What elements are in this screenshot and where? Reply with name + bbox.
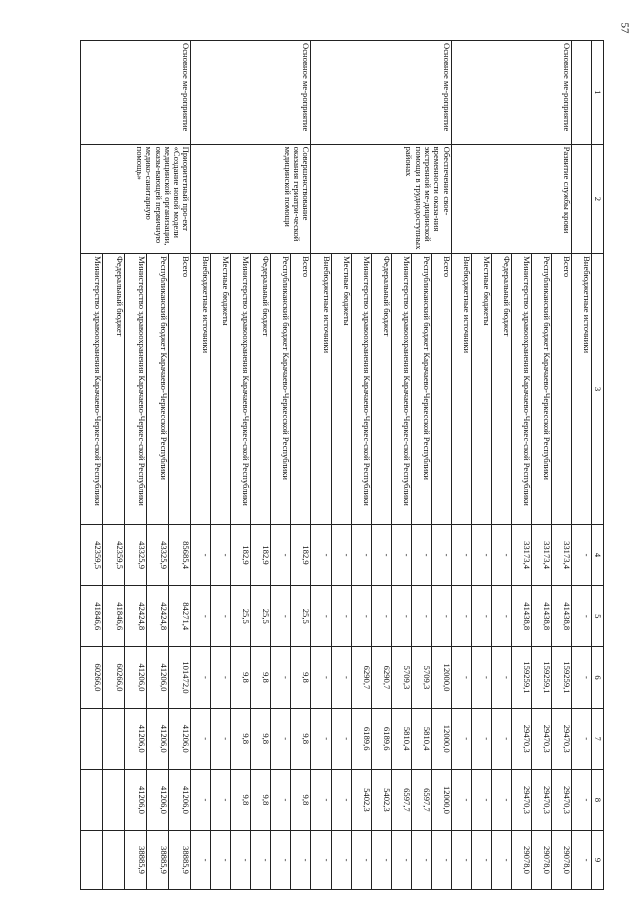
value-cell: - xyxy=(571,524,591,585)
value-cell: - xyxy=(311,831,331,890)
value-cell: - xyxy=(431,831,451,890)
table-row xyxy=(571,41,591,890)
value-cell: 9,8 xyxy=(251,708,271,769)
value-cell: 9,8 xyxy=(291,647,311,708)
value-cell: - xyxy=(471,647,491,708)
funding-source-cell: Всего xyxy=(431,254,451,525)
value-cell: 33173,4 xyxy=(531,524,551,585)
value-cell: 41206,0 xyxy=(147,769,169,830)
rotated-table-area xyxy=(80,40,604,890)
value-cell: - xyxy=(311,769,331,830)
value-cell: 9,8 xyxy=(231,708,251,769)
value-cell: 5402,3 xyxy=(371,769,391,830)
value-cell: - xyxy=(211,647,231,708)
value-cell: - xyxy=(391,524,411,585)
value-cell: 9,8 xyxy=(291,708,311,769)
value-cell: - xyxy=(371,831,391,890)
value-cell: - xyxy=(491,586,511,647)
column-header: 2 xyxy=(591,144,603,254)
activity-name-cell xyxy=(571,144,591,254)
value-cell: - xyxy=(351,586,371,647)
value-cell xyxy=(81,831,103,890)
value-cell: - xyxy=(271,831,291,890)
rotated-table-wrapper xyxy=(80,40,604,890)
value-cell: 9,8 xyxy=(251,647,271,708)
value-cell: - xyxy=(271,708,291,769)
activity-name-cell: Приоритетный про-ект «Создание новой модели медицинской организации, оказы-вающей первичную медико-санитарную помощь» xyxy=(81,144,191,254)
value-cell: - xyxy=(371,524,391,585)
funding-source-cell: Республиканский бюджет Карачаево-Черкесской Республики xyxy=(271,254,291,525)
value-cell: 41206,0 xyxy=(125,769,147,830)
activity-type-cell xyxy=(571,41,591,145)
value-cell: - xyxy=(231,831,251,890)
value-cell: - xyxy=(311,647,331,708)
value-cell: 6189,6 xyxy=(371,708,391,769)
value-cell xyxy=(81,708,103,769)
value-cell: 6290,7 xyxy=(371,647,391,708)
value-cell: 41206,0 xyxy=(169,769,191,830)
value-cell: - xyxy=(571,586,591,647)
value-cell: 41438,8 xyxy=(551,586,571,647)
value-cell: - xyxy=(451,831,471,890)
value-cell: 182,9 xyxy=(291,524,311,585)
value-cell: 29470,3 xyxy=(511,708,531,769)
funding-source-cell: Местные бюджеты xyxy=(211,254,231,525)
activity-type-cell: Основное ме-роприятие xyxy=(191,41,311,145)
column-header: 6 xyxy=(591,647,603,708)
funding-source-cell: Федеральный бюджет xyxy=(371,254,391,525)
funding-source-cell: Министерство здравоохранения Карачаево-Черкес-ской Республики xyxy=(81,254,103,525)
value-cell: 9,8 xyxy=(231,647,251,708)
value-cell: - xyxy=(451,769,471,830)
value-cell: - xyxy=(271,524,291,585)
value-cell: - xyxy=(471,831,491,890)
value-cell: - xyxy=(191,769,211,830)
value-cell xyxy=(103,831,125,890)
value-cell: - xyxy=(191,708,211,769)
value-cell: 42424,8 xyxy=(125,586,147,647)
value-cell: - xyxy=(211,586,231,647)
value-cell: - xyxy=(191,524,211,585)
value-cell: - xyxy=(331,831,351,890)
value-cell: 5709,3 xyxy=(411,647,431,708)
value-cell xyxy=(103,708,125,769)
value-cell: - xyxy=(251,831,271,890)
value-cell: - xyxy=(431,586,451,647)
value-cell: 5810,4 xyxy=(391,708,411,769)
funding-source-cell: Всего xyxy=(551,254,571,525)
value-cell xyxy=(103,769,125,830)
value-cell: 159259,1 xyxy=(511,647,531,708)
value-cell: 42424,8 xyxy=(147,586,169,647)
value-cell: 41206,0 xyxy=(169,708,191,769)
activity-type-cell: Основное ме-роприятие xyxy=(311,41,451,145)
value-cell: - xyxy=(391,586,411,647)
value-cell: - xyxy=(311,586,331,647)
value-cell: 42359,5 xyxy=(103,524,125,585)
funding-source-cell: Федеральный бюджет xyxy=(251,254,271,525)
value-cell: - xyxy=(271,647,291,708)
value-cell: - xyxy=(571,647,591,708)
value-cell: 60266,0 xyxy=(81,647,103,708)
value-cell: 29078,0 xyxy=(551,831,571,890)
column-header: 3 xyxy=(591,254,603,525)
value-cell: 12000,0 xyxy=(431,769,451,830)
value-cell: - xyxy=(411,831,431,890)
value-cell: - xyxy=(351,831,371,890)
value-cell: - xyxy=(271,769,291,830)
value-cell: - xyxy=(271,586,291,647)
value-cell: - xyxy=(411,524,431,585)
value-cell: - xyxy=(211,524,231,585)
funding-source-cell: Местные бюджеты xyxy=(331,254,351,525)
value-cell: - xyxy=(331,769,351,830)
activity-type-cell: Основное ме-роприятие xyxy=(81,41,191,145)
value-cell: 29470,3 xyxy=(511,769,531,830)
value-cell: 159259,1 xyxy=(531,647,551,708)
value-cell: 6290,7 xyxy=(351,647,371,708)
column-header: 7 xyxy=(591,708,603,769)
value-cell: 42359,5 xyxy=(81,524,103,585)
value-cell: - xyxy=(351,524,371,585)
value-cell: 38885,9 xyxy=(169,831,191,890)
value-cell: - xyxy=(331,708,351,769)
value-cell: - xyxy=(571,769,591,830)
value-cell: 5709,3 xyxy=(391,647,411,708)
value-cell: - xyxy=(371,586,391,647)
funding-source-cell: Внебюджетные источники xyxy=(311,254,331,525)
funding-source-cell: Республиканский бюджет Карачаево-Черкесской Республики xyxy=(411,254,431,525)
value-cell: 159259,1 xyxy=(551,647,571,708)
funding-source-cell: Министерство здравоохранения Карачаево-Черкес-ской Республики xyxy=(351,254,371,525)
value-cell: - xyxy=(491,831,511,890)
value-cell: - xyxy=(391,831,411,890)
value-cell: - xyxy=(571,708,591,769)
value-cell: - xyxy=(211,769,231,830)
value-cell: - xyxy=(451,708,471,769)
value-cell: 182,9 xyxy=(251,524,271,585)
table-row xyxy=(169,41,191,890)
value-cell: 41846,6 xyxy=(103,586,125,647)
column-header: 4 xyxy=(591,524,603,585)
value-cell: 25,5 xyxy=(251,586,271,647)
value-cell: - xyxy=(471,586,491,647)
funding-source-cell: Республиканский бюджет Карачаево-Черкесской Республики xyxy=(531,254,551,525)
value-cell: 84271,4 xyxy=(169,586,191,647)
budget-table xyxy=(80,40,604,890)
value-cell: 182,9 xyxy=(231,524,251,585)
value-cell: - xyxy=(191,647,211,708)
value-cell: - xyxy=(331,586,351,647)
value-cell: 43325,9 xyxy=(147,524,169,585)
value-cell: - xyxy=(311,524,331,585)
value-cell: - xyxy=(211,708,231,769)
value-cell: - xyxy=(331,524,351,585)
value-cell: - xyxy=(291,831,311,890)
value-cell: - xyxy=(451,524,471,585)
funding-source-cell: Федеральный бюджет xyxy=(103,254,125,525)
value-cell: 60266,0 xyxy=(103,647,125,708)
value-cell: 6597,7 xyxy=(391,769,411,830)
value-cell: - xyxy=(471,708,491,769)
value-cell: 5810,4 xyxy=(411,708,431,769)
table-row xyxy=(431,41,451,890)
value-cell: 85685,4 xyxy=(169,524,191,585)
value-cell: - xyxy=(331,647,351,708)
activity-name-cell: Совершенствование оказания гериатри-ческой медицинской помощи xyxy=(191,144,311,254)
table-row xyxy=(551,41,571,890)
value-cell: 12000,0 xyxy=(431,708,451,769)
value-cell: 5402,3 xyxy=(351,769,371,830)
value-cell: 9,8 xyxy=(251,769,271,830)
funding-source-cell: Местные бюджеты xyxy=(471,254,491,525)
value-cell: - xyxy=(451,586,471,647)
funding-source-cell: Министерство здравоохранения Карачаево-Черкес-ской Республики xyxy=(125,254,147,525)
value-cell: 9,8 xyxy=(231,769,251,830)
funding-source-cell: Всего xyxy=(169,254,191,525)
column-header: 1 xyxy=(591,41,603,145)
funding-source-cell: Внебюджетные источники xyxy=(451,254,471,525)
value-cell: 41438,8 xyxy=(511,586,531,647)
value-cell: 41206,0 xyxy=(147,647,169,708)
value-cell: - xyxy=(311,708,331,769)
value-cell: - xyxy=(191,586,211,647)
value-cell: 41438,8 xyxy=(531,586,551,647)
value-cell: - xyxy=(491,769,511,830)
value-cell: 101472,0 xyxy=(169,647,191,708)
value-cell: - xyxy=(211,831,231,890)
value-cell: 33173,4 xyxy=(511,524,531,585)
funding-source-cell: Республиканский бюджет Карачаево-Черкесской Республики xyxy=(147,254,169,525)
value-cell: - xyxy=(471,524,491,585)
funding-source-cell: Всего xyxy=(291,254,311,525)
value-cell: - xyxy=(491,647,511,708)
header-row xyxy=(591,41,603,890)
funding-source-cell: Внебюджетные источники xyxy=(571,254,591,525)
value-cell: 6189,6 xyxy=(351,708,371,769)
value-cell: - xyxy=(571,831,591,890)
activity-type-cell: Основное ме-роприятие xyxy=(451,41,571,145)
value-cell xyxy=(81,769,103,830)
value-cell: - xyxy=(471,769,491,830)
value-cell: 6597,7 xyxy=(411,769,431,830)
activity-name-cell: Развитие службы крови xyxy=(451,144,571,254)
value-cell: 38885,9 xyxy=(147,831,169,890)
value-cell: 41206,0 xyxy=(147,708,169,769)
table-body xyxy=(81,41,592,890)
funding-source-cell: Внебюджетные источники xyxy=(191,254,211,525)
value-cell: 29078,0 xyxy=(531,831,551,890)
activity-name-cell: Обеспечение свое-временности оказа-ния экстренной ме-дицинской помощи в труднодоступных районах xyxy=(311,144,451,254)
value-cell: 43325,9 xyxy=(125,524,147,585)
value-cell: 29470,3 xyxy=(531,708,551,769)
value-cell: 25,5 xyxy=(231,586,251,647)
value-cell: - xyxy=(191,831,211,890)
column-header: 8 xyxy=(591,769,603,830)
page-number: 57 xyxy=(618,22,631,34)
funding-source-cell: Министерство здравоохранения Карачаево-Черкес-ской Республики xyxy=(391,254,411,525)
value-cell: 41206,0 xyxy=(125,708,147,769)
value-cell: 41846,6 xyxy=(81,586,103,647)
value-cell: 9,8 xyxy=(291,769,311,830)
column-header: 9 xyxy=(591,831,603,890)
value-cell: 12000,0 xyxy=(431,647,451,708)
value-cell: 25,5 xyxy=(291,586,311,647)
value-cell: - xyxy=(431,524,451,585)
funding-source-cell: Федеральный бюджет xyxy=(491,254,511,525)
value-cell: 29078,0 xyxy=(511,831,531,890)
value-cell: 29470,3 xyxy=(531,769,551,830)
value-cell: - xyxy=(411,586,431,647)
column-header: 5 xyxy=(591,586,603,647)
funding-source-cell: Министерство здравоохранения Карачаево-Черкес-ской Республики xyxy=(231,254,251,525)
value-cell: 29470,3 xyxy=(551,769,571,830)
value-cell: 38885,9 xyxy=(125,831,147,890)
funding-source-cell: Министерство здравоохранения Карачаево-Черкес-ской Республики xyxy=(511,254,531,525)
value-cell: - xyxy=(451,647,471,708)
table-row xyxy=(291,41,311,890)
value-cell: 41206,0 xyxy=(125,647,147,708)
value-cell: - xyxy=(491,708,511,769)
value-cell: 29470,3 xyxy=(551,708,571,769)
value-cell: 33173,4 xyxy=(551,524,571,585)
value-cell: - xyxy=(491,524,511,585)
